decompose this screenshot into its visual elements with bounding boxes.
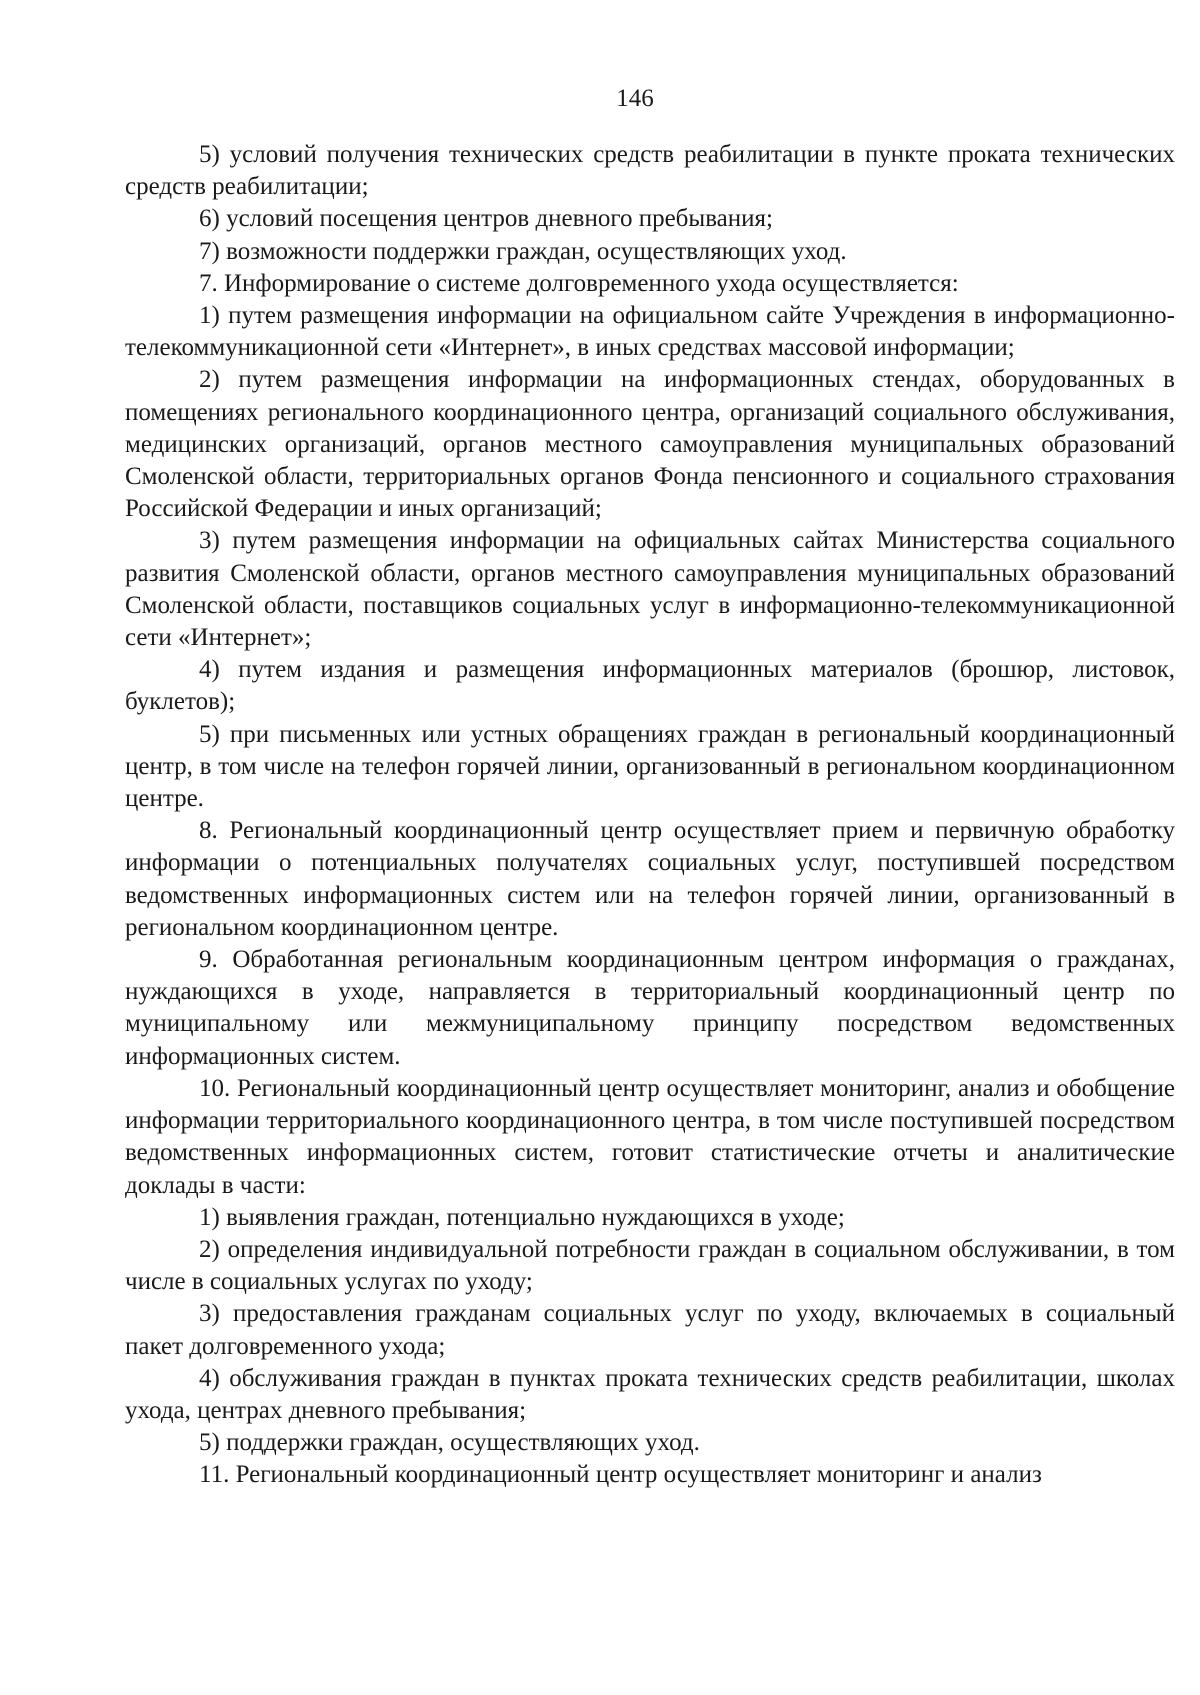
paragraph: 5) условий получения технических средств реабилитации в пункте проката технических средств реабилитации; (125, 141, 1175, 201)
paragraph: 2) путем размещения информации на информационных стендах, оборудованных в помещениях регионального координационного центра, организаций социального обслуживания, медицинских организаций, органов местного самоуправления муниципальных образований Смоленской области, территориальных органов Фонда пенсионного и социального страхования Российской Федерации и иных организаций; (125, 366, 1175, 523)
paragraph: 7. Информирование о системе долговременного ухода осуществляется: (199, 269, 959, 297)
paragraph: 3) путем размещения информации на официальных сайтах Министерства социального развития Смоленской области, органов местного самоуправления муниципальных образований Смоленской области, поставщиков социальных услуг в информационно-телекоммуникационной сети «Интернет»; (125, 527, 1175, 652)
document-body (125, 139, 1175, 1492)
page-number: 146 (616, 85, 654, 112)
paragraph: 7) возможности поддержки граждан, осуществляющих уход. (199, 237, 847, 265)
paragraph: 6) условий посещения центров дневного пребывания; (199, 205, 773, 233)
paragraph: 1) путем размещения информации на официальном сайте Учреждения в информационно-телекоммуникационной сети «Интернет», в иных средствах массовой информации; (125, 302, 1175, 362)
paragraph: 4) обслуживания граждан в пунктах проката технических средств реабилитации, школах ухода, центрах дневного пребывания; (125, 1364, 1175, 1424)
paragraph: 1) выявления граждан, потенциально нуждающихся в уходе; (199, 1203, 845, 1231)
paragraph: 5) при письменных или устных обращениях граждан в региональный координационный центр, в том числе на телефон горячей линии, организованный в региональном координационном центре. (125, 720, 1175, 813)
paragraph: 11. Региональный координационный центр осуществляет мониторинг и анализ (199, 1461, 1042, 1489)
paragraph: 9. Обработанная региональным координационным центром информация о гражданах, нуждающихся в уходе, направляется в территориальный координационный центр по муниципальному или межмуниципальному принципу посредством ведомственных информационных систем. (125, 946, 1175, 1070)
paragraph: 3) предоставления гражданам социальных услуг по уходу, включаемых в социальный пакет долговременного ухода; (125, 1300, 1175, 1360)
paragraph: 5) поддержки граждан, осуществляющих уход. (199, 1429, 700, 1457)
paragraph: 4) путем издания и размещения информационных материалов (брошюр, листовок, буклетов); (125, 656, 1175, 716)
paragraph: 8. Региональный координационный центр осуществляет прием и первичную обработку информации о потенциальных получателях социальных услуг, поступившей посредством ведомственных информационных систем или на телефон горячей линии, организованный в региональном координационном центре. (125, 817, 1175, 941)
paragraph: 2) определения индивидуальной потребности граждан в социальном обслуживании, в том числе в социальных услугах по уходу; (125, 1235, 1175, 1296)
paragraph: 10. Региональный координационный центр осуществляет мониторинг, анализ и обобщение информации территориального координационного центра, в том числе поступившей посредством ведомственных информационных систем, готовит статистические отчеты и аналитические доклады в части: (125, 1074, 1175, 1199)
